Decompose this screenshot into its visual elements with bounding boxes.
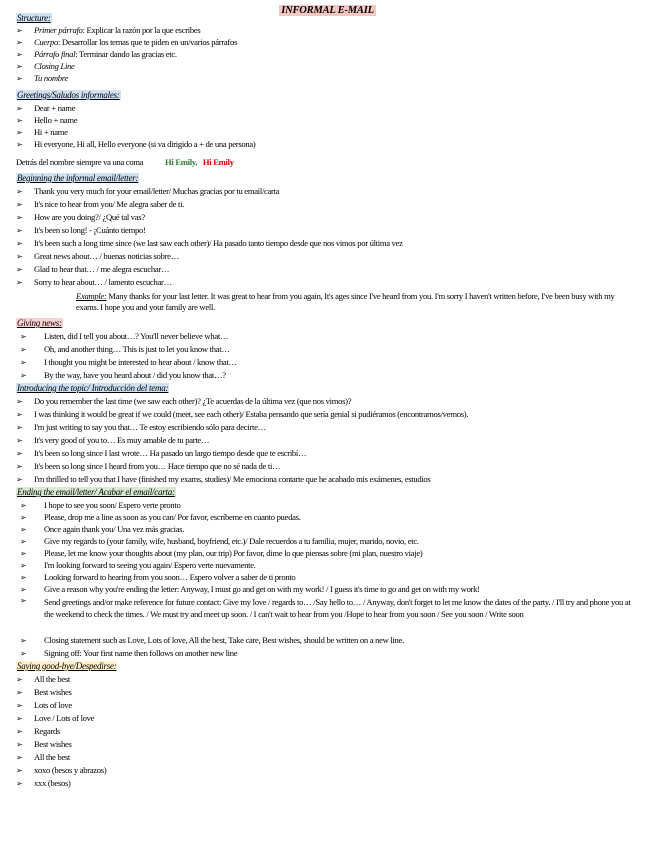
- arrow-icon: ➢: [16, 226, 23, 235]
- intro-item: ➢ It's been so long since I heard from you… Hace tiempo que no sé nada de ti…: [16, 461, 281, 471]
- beginning-item: ➢ Glad to hear that… / me alegra escuchar…: [16, 264, 170, 274]
- goodbye-item: ➢ All the best: [16, 674, 71, 684]
- arrow-icon: ➢: [16, 278, 23, 287]
- arrow-icon: ➢: [16, 213, 23, 222]
- ending-item: ➢ Give a reason why you're ending the letter: Anyway, I must go and get on with my work! / I guess it's time to go and get on with my work!: [20, 584, 480, 594]
- arrow-icon: ➢: [16, 239, 23, 248]
- arrow-icon: ➢: [16, 701, 23, 710]
- greetings-heading: Greetings/Saludos informales:: [17, 90, 120, 100]
- ending-item: ➢ Signing off: Your first name then follows on another new line: [20, 648, 238, 658]
- goodbye-item: ➢ Lots of love: [16, 700, 72, 710]
- ending-item: ➢ Please, let me know your thoughts about (my plan, our trip) Por favor, dime lo que piensas sobre (mi plan, nuestro viaje): [20, 548, 423, 558]
- arrow-icon: ➢: [20, 371, 27, 380]
- arrow-icon: ➢: [16, 410, 23, 419]
- beginning-item: ➢ It's been so long! - ¡Cuánto tiempo!: [16, 225, 146, 235]
- ending-item: ➢ Please, drop me a line as soon as you can/ Por favor, escríbeme en cuanto puedas.: [20, 512, 301, 522]
- intro-item: ➢ I was thinking it would be great if we could (meet, see each other)/ Estaba pensando que sería genial si pudiéramos (encontrarnos/vernos).: [16, 409, 469, 419]
- arrow-icon: ➢: [16, 475, 23, 484]
- arrow-icon: ➢: [16, 74, 23, 83]
- arrow-icon: ➢: [16, 449, 23, 458]
- arrow-icon: ➢: [20, 345, 27, 354]
- intro-item: ➢ I'm just writing to say you that… Te estoy escribiendo sólo para decirte…: [16, 422, 266, 432]
- intro-item: ➢ I'm thrilled to tell you that I have (finished my exams, studies)/ Me emociona contarte que he acabado mis exámenes, estudios: [16, 474, 431, 484]
- structure-item: ➢ Closing Line: [16, 61, 75, 71]
- intro-item: ➢ It's very good of you to… Es muy amable de tu parte…: [16, 435, 210, 445]
- intro-item: ➢ It's been so long since I last wrote… Ha pasado un largo tiempo desde que te escribí…: [16, 448, 307, 458]
- structure-item: ➢ Párrafo final: Terminar dando las gracias etc.: [16, 49, 177, 59]
- news-item: ➢ By the way, have you heard about / did you know that…?: [20, 370, 226, 380]
- structure-item: ➢ Cuerpo: Desarrollar los temas que te piden en un/varios párrafos: [16, 37, 237, 47]
- beginning-item: ➢ How are you doing?/ ¿Qué tal vas?: [16, 212, 145, 222]
- arrow-icon: ➢: [20, 636, 27, 645]
- beginning-heading: Beginning the informal email/letter:: [17, 173, 139, 183]
- goodbye-item: ➢ Regards: [16, 726, 61, 736]
- arrow-icon: ➢: [20, 649, 27, 658]
- arrow-icon: ➢: [16, 462, 23, 471]
- greeting-item: ➢ Hi everyone, Hi all, Hello everyone (si va dirigido a + de una persona): [16, 139, 256, 149]
- introducing-heading: Introducing the topic/ Introducción del tema:: [17, 383, 169, 393]
- arrow-icon: ➢: [16, 104, 23, 113]
- arrow-icon: ➢: [16, 397, 23, 406]
- structure-item: ➢ Primer párrafo: Explicar la razón por la que escribes: [16, 25, 201, 35]
- arrow-icon: ➢: [16, 200, 23, 209]
- arrow-icon: ➢: [16, 62, 23, 71]
- beginning-item: ➢ It's been such a long time since (we last saw each other)/ Ha pasado tanto tiempo desde que nos vimos por última vez: [16, 238, 403, 248]
- beginning-item: ➢ Thank you very much for your email/letter/ Muchas gracias por tu email/carta: [16, 186, 280, 196]
- arrow-icon: ➢: [20, 537, 27, 546]
- ending-item: ➢ Give my regards to (your family, wife, husband, boyfriend, etc.)/ Dale recuerdos a tu familia, mujer, marido, novio, etc.: [20, 536, 419, 546]
- beginning-item: ➢ Great news about… / buenas noticias sobre…: [16, 251, 179, 261]
- arrow-icon: ➢: [16, 140, 23, 149]
- arrow-icon: ➢: [20, 501, 27, 510]
- arrow-icon: ➢: [16, 252, 23, 261]
- ending-item: ➢ I'm looking forward to seeing you again/ Espero verte nuevamente.: [20, 560, 256, 570]
- news-item: ➢ I thought you might be interested to hear about / know that…: [20, 357, 237, 367]
- beginning-item: ➢ It's nice to hear from you/ Me alegra saber de ti.: [16, 199, 185, 209]
- goodbye-item: ➢ Best wishes: [16, 739, 72, 749]
- goodbye-item: ➢ All the best: [16, 752, 71, 762]
- comma-note: Detrás del nombre siempre va una coma Hi Emily, Hi Emily: [16, 157, 234, 167]
- greeting-item: ➢ Hello + name: [16, 115, 78, 125]
- arrow-icon: ➢: [20, 525, 27, 534]
- beginning-item: ➢ Sorry to hear about… / lamento escuchar…: [16, 277, 172, 287]
- greeting-item: ➢ Dear + name: [16, 103, 76, 113]
- arrow-icon: ➢: [20, 358, 27, 367]
- arrow-icon: ➢: [20, 585, 27, 594]
- arrow-icon: ➢: [16, 265, 23, 274]
- giving-news-heading: Giving news:: [17, 318, 62, 328]
- arrow-icon: ➢: [20, 513, 27, 522]
- goodbye-heading: Saying good-bye/Despedirse:: [17, 661, 117, 671]
- arrow-icon: ➢: [16, 753, 23, 762]
- goodbye-item: ➢ xxx (besos): [16, 778, 71, 788]
- arrow-icon: ➢: [16, 187, 23, 196]
- arrow-icon: ➢: [16, 727, 23, 736]
- arrow-icon: ➢: [16, 675, 23, 684]
- arrow-icon: ➢: [20, 561, 27, 570]
- arrow-icon: ➢: [20, 596, 27, 605]
- arrow-icon: ➢: [16, 26, 23, 35]
- arrow-icon: ➢: [16, 423, 23, 432]
- page-title: INFORMAL E-MAIL: [281, 5, 374, 16]
- arrow-icon: ➢: [16, 50, 23, 59]
- goodbye-item: ➢ Best wishes: [16, 687, 72, 697]
- ending-heading: Ending the email/letter/ Acabar el email/carta:: [17, 487, 175, 497]
- arrow-icon: ➢: [16, 116, 23, 125]
- ending-item-long: ➢ Send greetings and/or make reference for future contact: Give my love / regards to… /Say hello to… / Anyway, don't forget to let me know the dates of the party. / I'll try and phone you at the weekend to check the times. / We must try and meet up soon. / I can't wait to hear from you /Hope to hear from you soon / See you soon / Write soon: [20, 596, 631, 619]
- arrow-icon: ➢: [16, 740, 23, 749]
- greeting-item: ➢ Hi + name: [16, 127, 68, 137]
- arrow-icon: ➢: [16, 128, 23, 137]
- arrow-icon: ➢: [16, 714, 23, 723]
- arrow-icon: ➢: [20, 332, 27, 341]
- ending-item: ➢ Looking forward to hearing from you soon… Espero volver a saber de ti pronto: [20, 572, 296, 582]
- arrow-icon: ➢: [16, 779, 23, 788]
- example-paragraph: Example: Many thanks for your last letter. It was great to hear from you again, It's ages since I've heard from you. I'm sorry I haven't written before, I've been busy with my exams. I hope you and your family are well.: [76, 291, 615, 312]
- example-incorrect: Hi Emily: [202, 157, 234, 167]
- goodbye-item: ➢ Love / Lots of love: [16, 713, 95, 723]
- ending-item: ➢ Once again thank you/ Una vez más gracias.: [20, 524, 185, 534]
- arrow-icon: ➢: [20, 573, 27, 582]
- ending-item: ➢ Closing statement such as Love, Lots of love, All the best, Take care, Best wishes, should be written on a new line.: [20, 635, 404, 645]
- arrow-icon: ➢: [16, 766, 23, 775]
- news-item: ➢ Oh, and another thing… This is just to let you know that…: [20, 344, 230, 354]
- ending-item: ➢ I hope to see you soon/ Espero verte pronto: [20, 500, 181, 510]
- arrow-icon: ➢: [16, 436, 23, 445]
- arrow-icon: ➢: [20, 549, 27, 558]
- arrow-icon: ➢: [16, 38, 23, 47]
- goodbye-item: ➢ xoxo (besos y abrazos): [16, 765, 107, 775]
- example-correct: Hi Emily,: [165, 157, 198, 167]
- arrow-icon: ➢: [16, 688, 23, 697]
- structure-item: ➢ Tu nombre: [16, 73, 68, 83]
- news-item: ➢ Listen, did I tell you about…? You'll never believe what…: [20, 331, 229, 341]
- structure-heading: Structure:: [17, 13, 51, 23]
- intro-item: ➢ Do you remember the last time (we saw each other)? ¿Te acuerdas de la última vez (que nos vimos)?: [16, 396, 352, 406]
